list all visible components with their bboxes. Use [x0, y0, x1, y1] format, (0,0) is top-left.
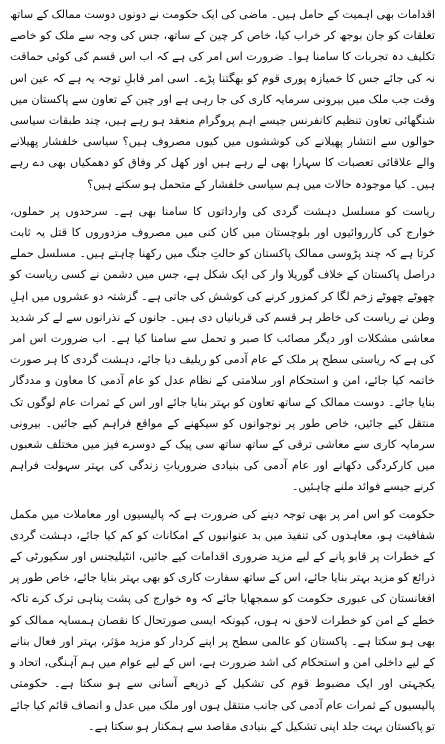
- article-paragraph-1: اقدامات بھی اہمیت کے حامل ہیں۔ ماضی کی ایک حکومت نے دونوں دوست ممالک کے ساتھ تعلقات کو جان بوجھ کر خراب کیا، خاص کر چین کے ساتھ، جس کی وجہ سے ملک کو خاصے تکلیف دہ تجربات کا سامنا ہوا۔ ضرورت اس امر کی ہے کہ اب اس قسم کی کوئی حماقت نہ کی جائے جس کا خمیازہ پوری قوم کو بھگتنا پڑے۔ اسی امر قابلِ توجہ یہ ہے کہ عین اس وقت جب ملک میں بیرونی سرمایہ کاری کی جا رہی ہے اور چین کے تعاون سے پاکستان میں شنگھائی تعاون تنظیم کانفرنس جیسے اہم پروگرام منعقد ہو رہے ہیں، چند طبقات سیاسی حوالوں سے انتشار پھیلانے کی کوششوں میں کیوں مصروف ہیں؟ سیاسی خلفشار پھیلانے والے علاقائی تعصبات کا سہارا بھی لے رہے ہیں اور کھل کر وفاق کو دھمکیاں بھی دے رہے ہیں۔ کیا موجودہ حالات میں ہم سیاسی خلفشار کے متحمل ہو سکتے ہیں؟: [10, 8, 435, 191]
- article-paragraph-2: ریاست کو مسلسل دہشت گردی کی وارداتوں کا سامنا بھی ہے۔ سرحدوں پر حملوں، خوارج کی کارروائیوں اور بلوچستان میں کان کنی میں مصروف مزدوروں کا قتل یہ ثابت کرتا ہے کہ چند پڑوسی ممالک پاکستان کو حالتِ جنگ میں رکھنا چاہتے ہیں۔ مسلسل حملے دراصل پاکستان کے خلاف گوریلا وار کی ایک شکل ہے، جس میں دشمن نے کسی ریاست کو چھوٹے چھوٹے زخم لگا کر کمزور کرنے کی کوشش کی جاتی ہے۔ گزشتہ دو عشروں میں اہلِ وطن نے ریاست کی خاطر ہر قسم کی قربانیاں دی ہیں۔ جانوں کے نذرانوں سے لے کر شدید معاشی مشکلات اور دیگر مصائب کا صبر و تحمل سے سامنا کیا ہے۔ اب ضرورت اس امر کی ہے کہ ریاستی سطح پر ملک کے عام آدمی کو ریلیف دیا جائے، دہشت گردی کا ہر صورت خاتمہ کیا جائے، امن و استحکام اور سلامتی کے نظام عدل کو عام آدمی کا معاون و مددگار بنایا جائے۔ دوست ممالک کے ساتھ تعاون کو بہتر بنایا جائے اور اس کے ثمرات عام لوگوں تک منتقل کیے جائیں، خاص طور پر نوجوانوں کو سیکھنے کے مواقع فراہم کیے جائیں۔ بیرونی سرمایہ کاری سے معاشی ترقی کے ساتھ ساتھ سی پیک کے دوسرے فیز میں مختلف شعبوں میں کارکردگی دکھانے اور عام آدمی کی بنیادی ضروریاتِ زندگی کی بہتر سہولت فراہم کرنے جیسے فوائد ملنے چاہئیں۔: [10, 204, 435, 494]
- article-paragraph-3: حکومت کو اس امر پر بھی توجہ دینے کی ضرورت ہے کہ پالیسیوں اور معاملات میں مکمل شفافیت ہو، معاہدوں کی تنفیذ میں بد عنوانیوں کے امکانات کو کم کیا جائے، دہشت گردی کے خطرات پر قابو پانے کے لیے مزید ضروری اقدامات کیے جائیں، انٹیلیجنس اور سکیورٹی کے ذرائع کو مزید بہتر بنایا جائے، اس کے ساتھ سفارت کاری کو بھی بہتر بنایا جائے، خاص طور پر افغانستان کی عبوری حکومت کو سمجھایا جائے کہ وہ خوارج کی پشت پناہی ترک کرے تاکہ خطے کے امن کو خطرات لاحق نہ ہوں، کیونکہ ایسی صورتحال کا نقصان ہمسایہ ممالک کو بھی ہو سکتا ہے۔ پاکستان کو عالمی سطح پر اپنے کردار کو مزید مؤثر، بہتر اور فعال بنانے کے لیے داخلی امن و استحکام کی اشد ضرورت ہے، اس کے لیے عوام میں ہم آہنگی، اتحاد و یکجہتی اور ایک مضبوط قوم کی تشکیل کے ذریعے آسانی سے ہو سکتا ہے۔ حکومتی پالیسیوں کے ثمرات عام آدمی کی جانب منتقل ہوں اور ملک میں عدل و انصاف قائم کیا جائے تو پاکستان بہت جلد اپنی تشکیل کے بنیادی مقاصد سے ہمکنار ہو سکتا ہے۔: [10, 507, 435, 733]
